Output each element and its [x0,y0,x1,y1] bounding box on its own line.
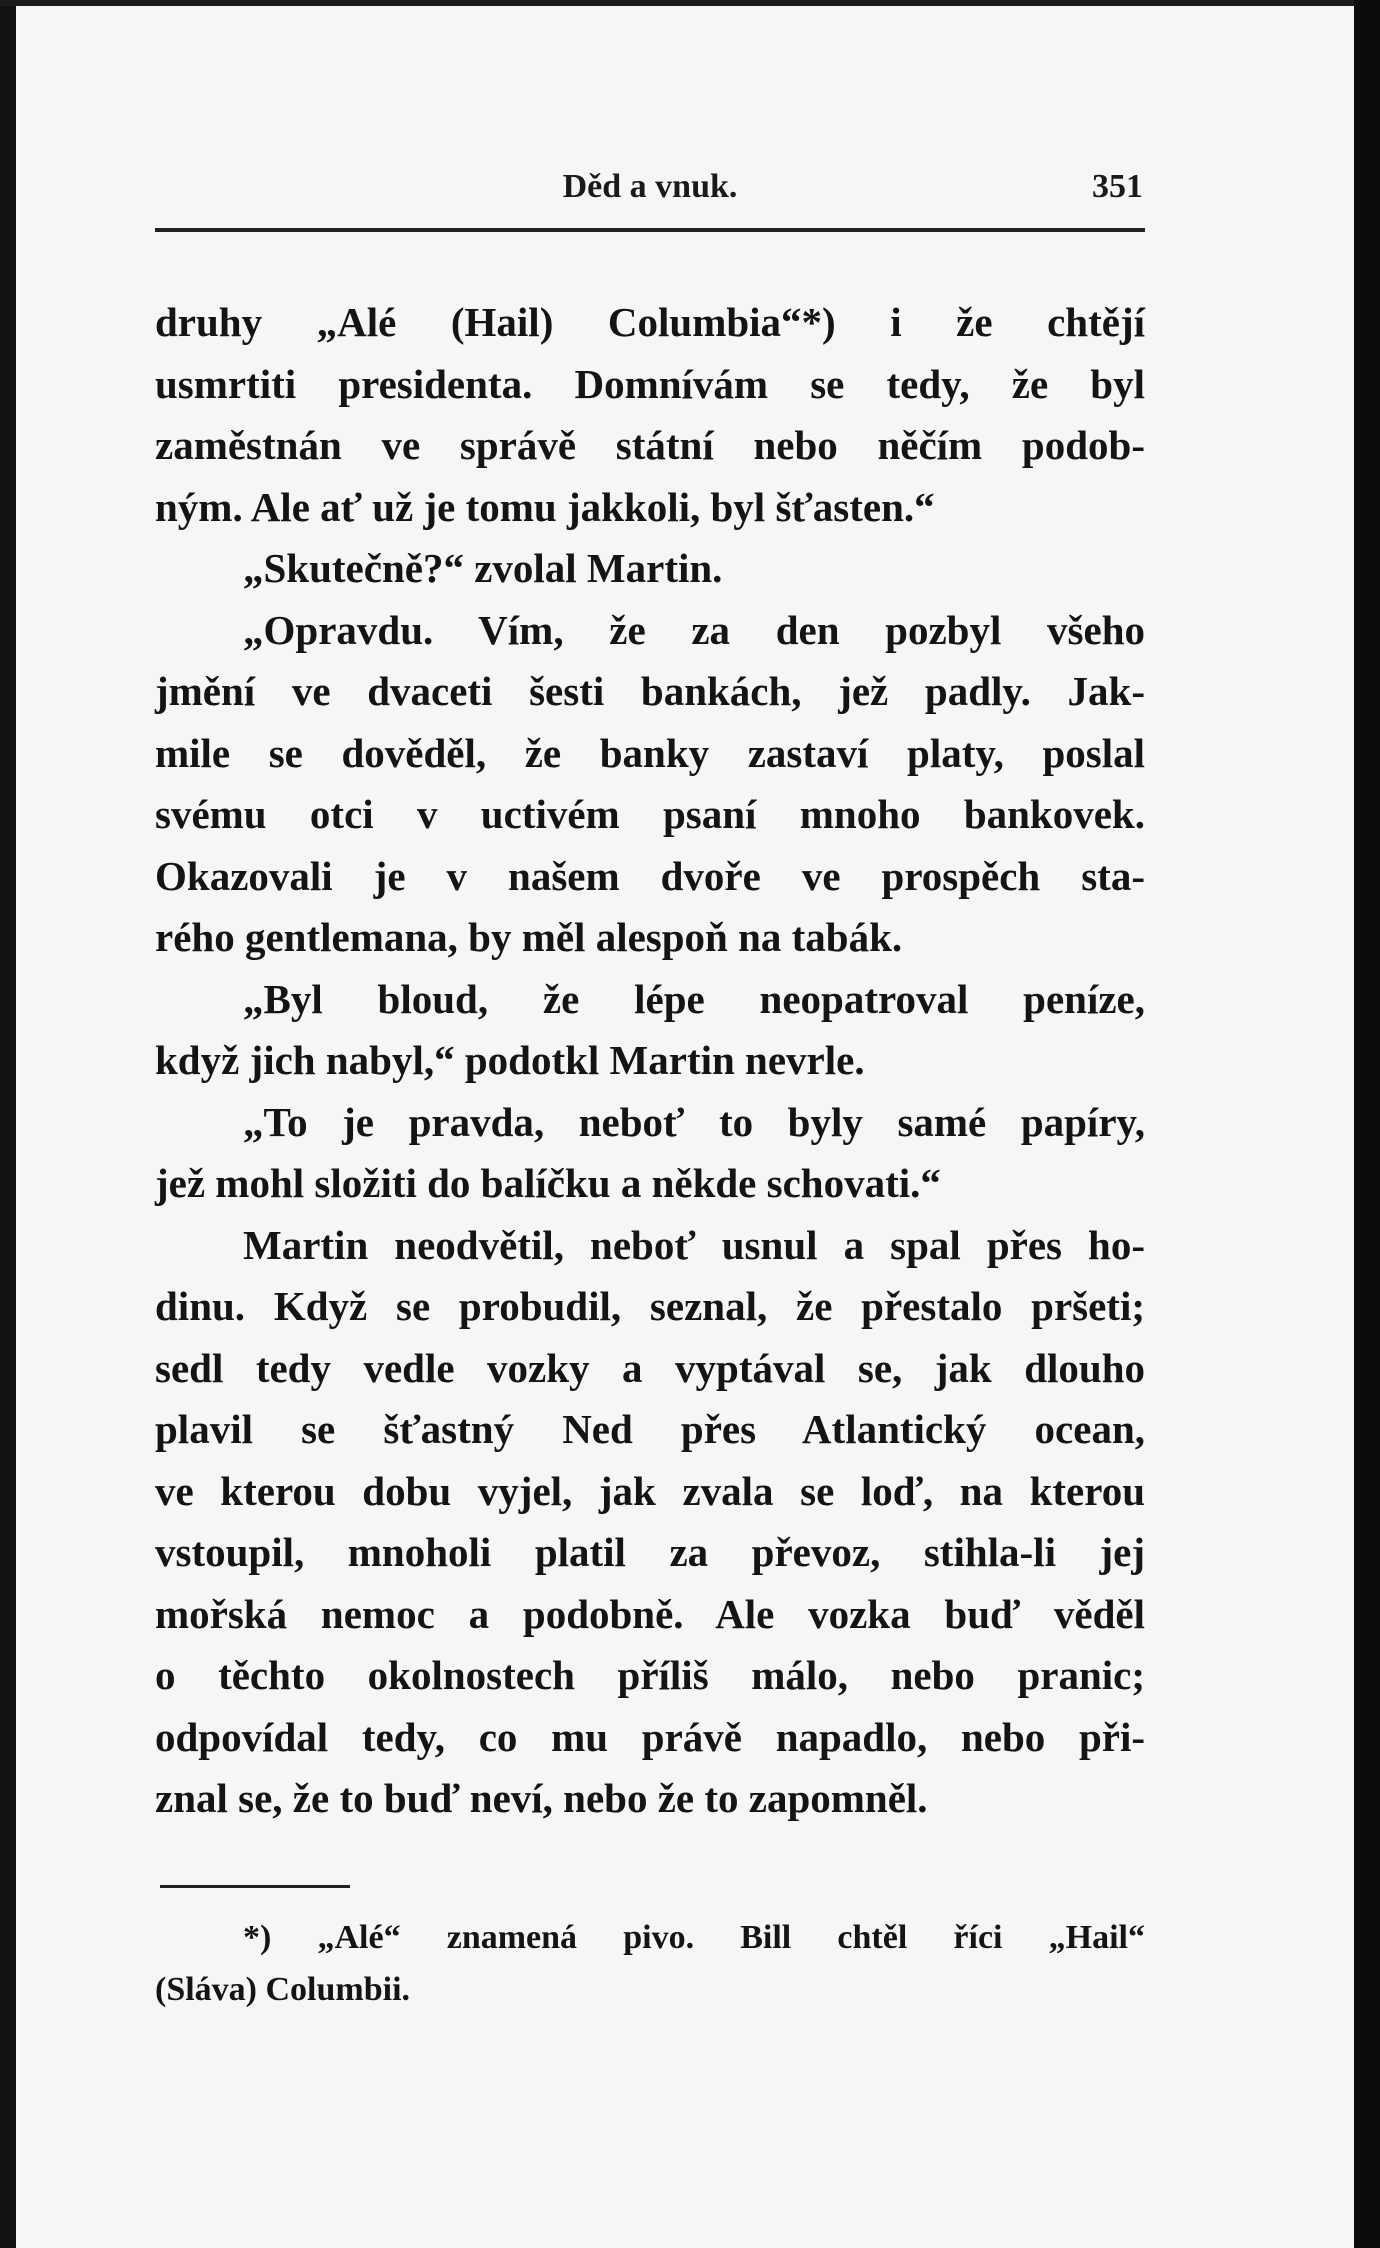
text-line: (Sláva) Columbii. [155,1971,411,2008]
text-line: *) „Alé“ znamená pivo. Bill chtěl říci „Hail“ [243,1919,1145,1956]
page-binding-edge [0,0,16,2248]
text-line: sedl tedy vedle vozky a vyptával se, jak dlouho [155,1344,1145,1391]
text-line: „Opravdu. Vím, že za den pozbyl všeho [243,606,1145,653]
text-line: druhy „Alé (Hail) Columbia“*) i že chtějí [155,299,1145,345]
text-line: znal se, že to buď neví, nebo že to zapomněl. [155,1775,928,1821]
text-line: rého gentlemana, by měl alespoň na tabák. [155,914,903,960]
page-top-edge [0,0,1380,6]
text-line: „Byl bloud, že lépe neopatroval peníze, [243,975,1145,1022]
page-right-edge [1354,0,1380,2248]
text-line: odpovídal tedy, co mu právě napadlo, nebo při- [155,1713,1145,1760]
text-line: mile se dověděl, že banky zastaví platy, poslal [155,729,1145,776]
footnote-rule [160,1885,350,1888]
text-line: dinu. Když se probudil, seznal, že přestalo pršeti; [155,1283,1145,1329]
text-line: jež mohl složiti do balíčku a někde schovati.“ [155,1160,941,1206]
text-line: plavil se šťastný Ned přes Atlantický ocean, [155,1406,1145,1452]
text-line: usmrtiti presidenta. Domnívám se tedy, že byl [155,360,1145,407]
header-rule [155,228,1145,232]
running-head [155,168,1145,218]
text-line: „To je pravda, neboť to byly samé papíry, [243,1098,1145,1145]
text-line: když jich nabyl,“ podotkl Martin nevrle. [155,1037,865,1083]
text-line: svému otci v uctivém psaní mnoho bankovek. [155,791,1145,837]
text-line: Okazovali je v našem dvoře ve prospěch sta- [155,852,1145,899]
text-line: Martin neodvětil, neboť usnul a spal přes ho- [243,1221,1145,1268]
text-line: „Skutečně?“ zvolal Martin. [243,545,723,591]
text-line: mořská nemoc a podobně. Ale vozka buď věděl [155,1590,1145,1637]
body-text [155,292,1145,1830]
page-number: 351 [1092,168,1143,205]
text-line: o těchto okolnostech příliš málo, nebo pranic; [155,1652,1145,1698]
text-line: ným. Ale ať už je tomu jakkoli, byl šťasten.“ [155,483,935,530]
text-line: vstoupil, mnoholi platil za převoz, stihla-li jej [155,1529,1145,1575]
footnote [155,1912,1145,2016]
running-title: Děd a vnuk. [562,168,738,205]
text-line: ve kterou dobu vyjel, jak zvala se loď, na kterou [155,1467,1145,1514]
text-line: jmění ve dvaceti šesti bankách, jež padly. Jak- [155,668,1145,714]
text-line: zaměstnán ve správě státní nebo něčím podob- [155,422,1145,468]
